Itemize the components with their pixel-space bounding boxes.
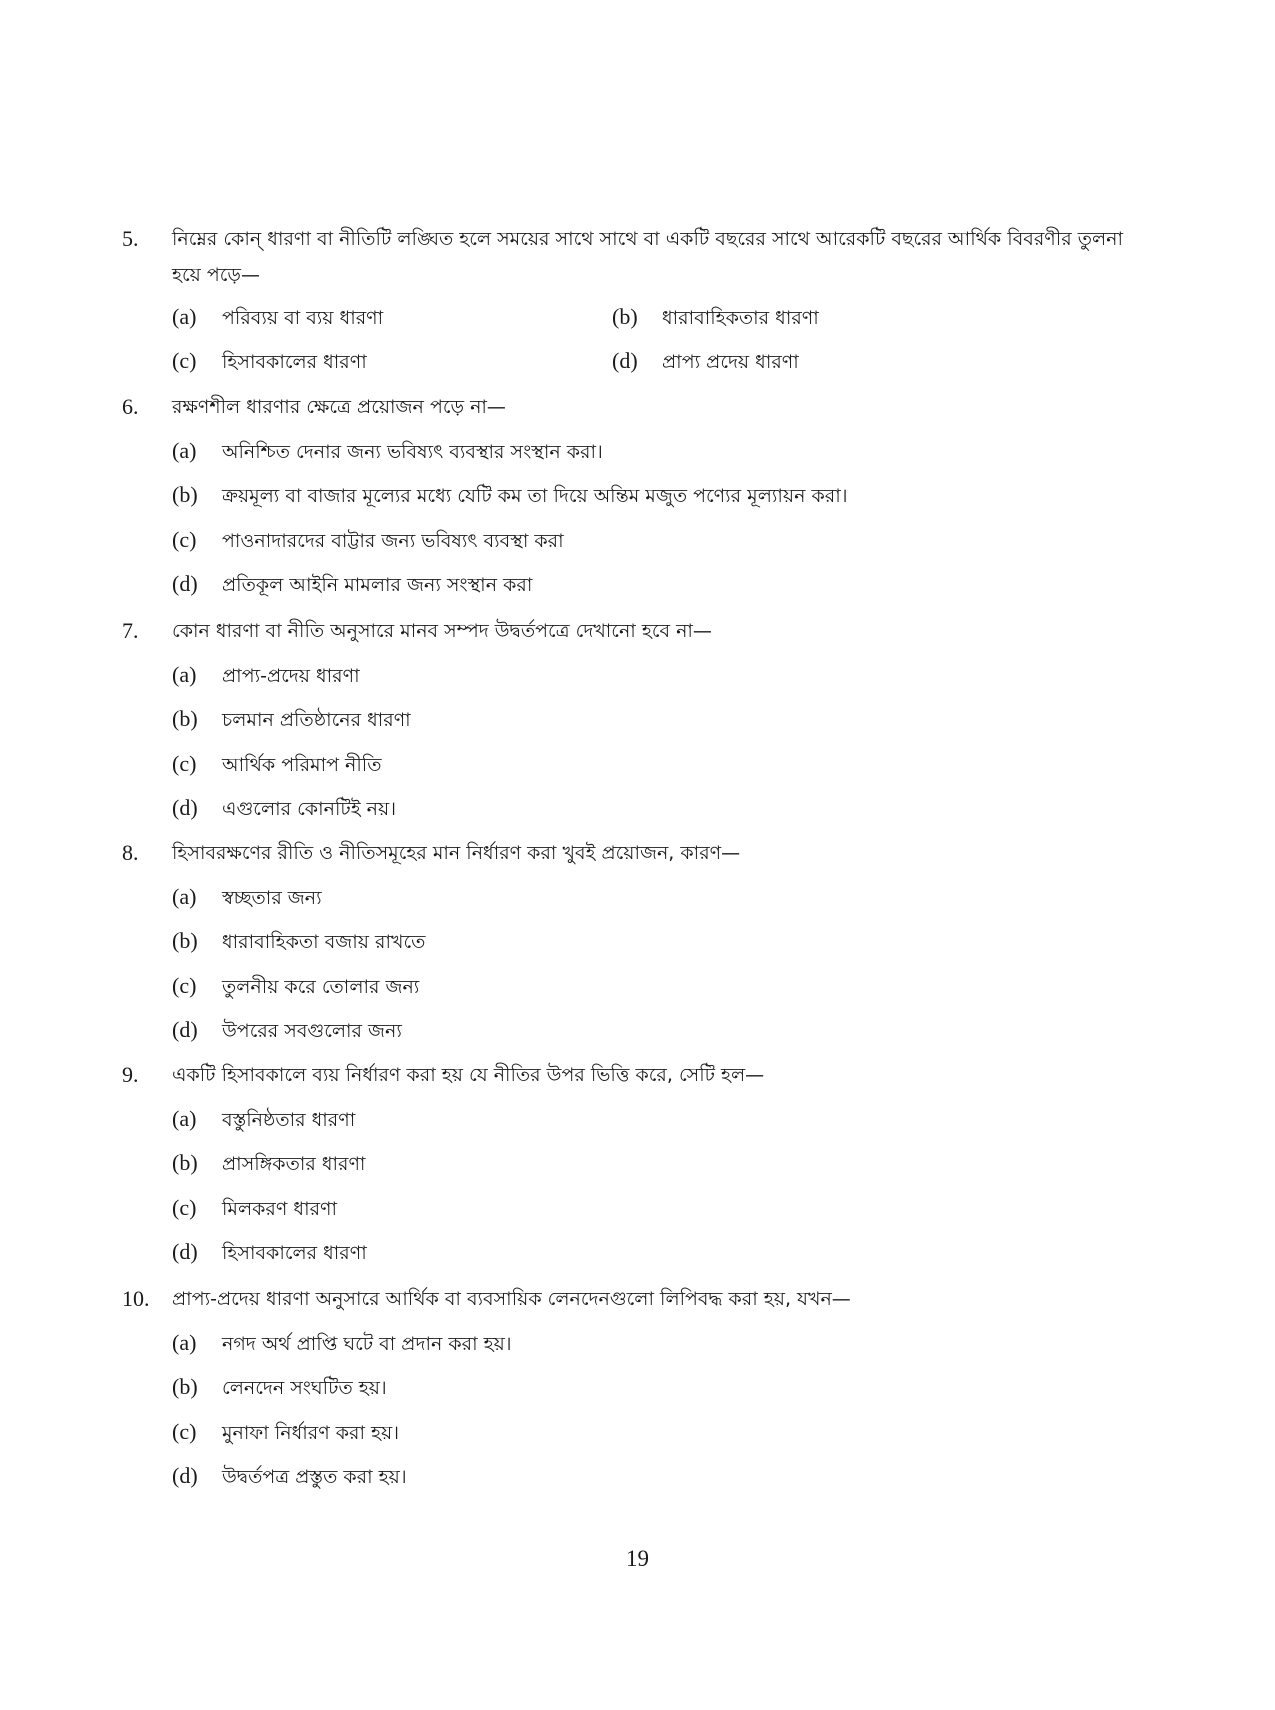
question-number: 7. [122, 618, 139, 643]
option-d [172, 567, 532, 602]
option-c [172, 344, 367, 379]
option-label: (d) [172, 1017, 198, 1042]
option-label: (c) [172, 348, 197, 373]
option-text: হিসাবকালের ধারণা [222, 1242, 367, 1264]
option-c [172, 523, 564, 558]
option-text: প্রাপ্য-প্রদেয় ধারণা [222, 665, 360, 687]
option-label: (b) [172, 1150, 198, 1175]
option-c [172, 969, 419, 1004]
question-text: একটি হিসাবকালে ব্যয় নির্ধারণ করা হয় যে নীতির উপর ভিত্তি করে, সেটি হল— [172, 1064, 765, 1086]
option-label: (b) [172, 928, 198, 953]
option-label: (d) [172, 1463, 198, 1488]
option-label: (c) [172, 1195, 197, 1220]
option-c [172, 1415, 399, 1450]
option-label: (b) [612, 304, 638, 329]
option-text: পরিব্যয় বা ব্যয় ধারণা [222, 307, 384, 329]
option-b [172, 702, 411, 737]
option-label: (a) [172, 304, 197, 329]
option-a [172, 658, 360, 693]
option-label: (c) [172, 973, 197, 998]
question-number: 9. [122, 1062, 139, 1087]
option-b [172, 1370, 387, 1405]
option-label: (b) [172, 706, 198, 731]
question-number: 10. [122, 1286, 150, 1311]
option-text: ধারাবাহিকতা বজায় রাখতে [222, 931, 426, 953]
option-label: (b) [172, 482, 198, 507]
option-label: (a) [172, 884, 197, 909]
option-text: ক্রয়মূল্য বা বাজার মূল্যের মধ্যে যেটি কম তা দিয়ে অন্তিম মজুত পণ্যের মূল্যায়ন করা। [222, 485, 848, 507]
option-a [172, 434, 603, 469]
option-b [172, 1146, 365, 1181]
option-text: আর্থিক পরিমাপ নীতি [222, 754, 382, 776]
option-text: হিসাবকালের ধারণা [222, 351, 367, 373]
option-text: পাওনাদারদের বাট্টার জন্য ভবিষ্যৎ ব্যবস্থা করা [222, 530, 564, 552]
option-text: প্রাপ্য প্রদেয় ধারণা [662, 351, 799, 373]
option-text: ধারাবাহিকতার ধারণা [662, 307, 819, 329]
option-label: (a) [172, 1106, 197, 1131]
option-text: এগুলোর কোনটিই নয়। [222, 798, 396, 820]
option-b [172, 924, 425, 959]
option-text: বস্তুনিষ্ঠতার ধারণা [222, 1109, 356, 1131]
option-text: প্রতিকূল আইনি মামলার জন্য সংস্থান করা [222, 574, 533, 596]
question-number: 8. [122, 840, 139, 865]
question-text: কোন ধারণা বা নীতি অনুসারে মানব সম্পদ উদ্বর্তপত্রে দেখানো হবে না— [172, 620, 712, 642]
question-text: প্রাপ্য-প্রদেয় ধারণা অনুসারে আর্থিক বা ব্যবসায়িক লেনদেনগুলো লিপিবদ্ধ করা হয়, যখন— [172, 1288, 851, 1310]
option-label: (c) [172, 1419, 197, 1444]
option-a [172, 880, 322, 915]
option-text: প্রাসঙ্গিকতার ধারণা [222, 1153, 366, 1175]
option-b [172, 478, 848, 513]
question-number: 6. [122, 394, 139, 419]
option-c [172, 1191, 337, 1226]
option-label: (a) [172, 1330, 197, 1355]
option-b [612, 300, 819, 335]
question-text: রক্ষণশীল ধারণার ক্ষেত্রে প্রয়োজন পড়ে না— [172, 396, 506, 418]
option-text: অনিশ্চিত দেনার জন্য ভবিষ্যৎ ব্যবস্থার সংস্থান করা। [222, 441, 603, 463]
option-text: মিলকরণ ধারণা [222, 1198, 338, 1220]
option-label: (b) [172, 1374, 198, 1399]
question-text: নিম্নের কোন্ ধারণা বা নীতিটি লঙ্ঘিত হলে সময়ের সাথে সাথে বা একটি বছরের সাথে আরেকটি বছরের আর্থিক বিবরণীর তুলনা হয়ে পড়ে— [172, 228, 1123, 286]
option-label: (d) [172, 1239, 198, 1264]
option-text: তুলনীয় করে তোলার জন্য [222, 976, 420, 998]
option-text: উদ্বর্তপত্র প্রস্তুত করা হয়। [222, 1466, 407, 1488]
page-number: 19 [626, 1546, 649, 1571]
option-text: স্বচ্ছতার জন্য [222, 887, 322, 909]
option-d [172, 1013, 402, 1048]
option-label: (d) [172, 571, 198, 596]
option-d [172, 1235, 367, 1270]
option-text: উপরের সবগুলোর জন্য [222, 1020, 402, 1042]
option-d [612, 344, 799, 379]
option-label: (c) [172, 751, 197, 776]
option-d [172, 1459, 407, 1494]
option-text: মুনাফা নির্ধারণ করা হয়। [222, 1422, 400, 1444]
option-text: লেনদেন সংঘটিত হয়। [222, 1377, 387, 1399]
question-number: 5. [122, 226, 139, 251]
option-text: চলমান প্রতিষ্ঠানের ধারণা [222, 709, 411, 731]
option-label: (a) [172, 662, 197, 687]
option-a [172, 1326, 512, 1361]
option-a [172, 300, 383, 335]
option-c [172, 747, 381, 782]
option-label: (c) [172, 527, 197, 552]
question-text: হিসাবরক্ষণের রীতি ও নীতিসমূহের মান নির্ধারণ করা খুবই প্রয়োজন, কারণ— [172, 842, 741, 864]
option-a [172, 1102, 355, 1137]
option-text: নগদ অর্থ প্রাপ্তি ঘটে বা প্রদান করা হয়। [222, 1333, 512, 1355]
option-label: (d) [612, 348, 638, 373]
option-label: (d) [172, 795, 198, 820]
option-d [172, 791, 396, 826]
option-label: (a) [172, 438, 197, 463]
